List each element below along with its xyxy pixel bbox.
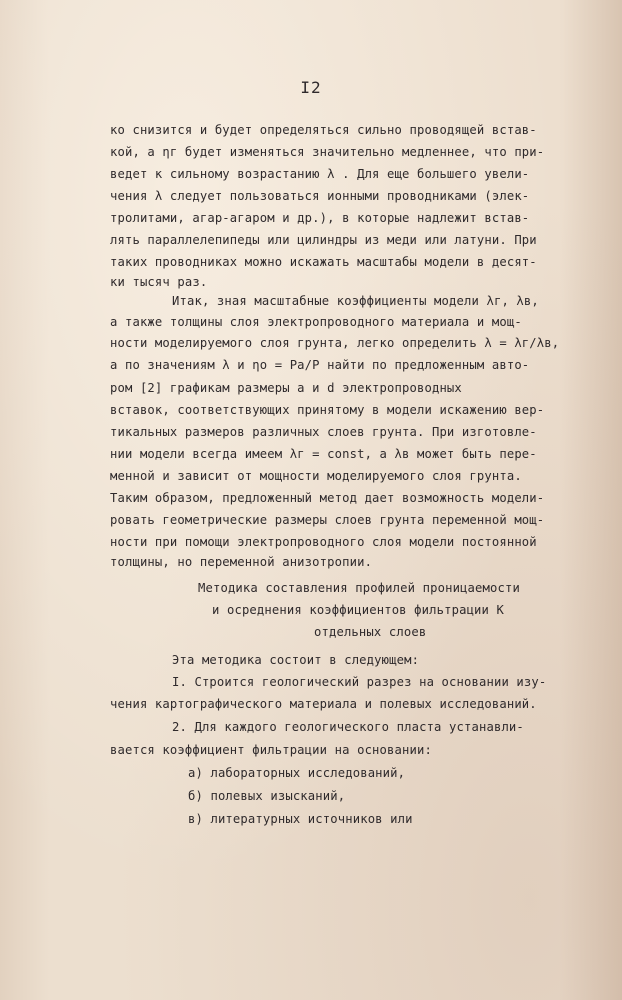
paragraph-3-line: Эта методика состоит в следующем: xyxy=(172,653,420,667)
section-heading-line: и осреднения коэффициентов фильтрации К xyxy=(212,603,505,617)
list-item: I. Строится геологический разрез на основании изу- xyxy=(172,675,547,689)
sub-list-item: б) полевых изысканий, xyxy=(188,789,346,803)
paragraph-2-line: Итак, зная масштабные коэффициенты модели λг, λв, xyxy=(172,294,539,308)
sub-list-item: в) литературных источников или xyxy=(188,812,413,826)
list-item-continuation: чения картографического материала и полевых исследований. xyxy=(110,697,537,711)
paragraph-1-line: ки тысяч раз. xyxy=(110,275,208,289)
paragraph-1-line: ко снизится и будет определяться сильно проводящей встав- xyxy=(110,123,537,137)
sub-list-item: а) лабораторных исследований, xyxy=(188,766,406,780)
paragraph-1-line: лять параллелепипеды или цилиндры из меди или латуни. При xyxy=(110,233,537,247)
paragraph-1-line: чения λ следует пользоваться ионными проводниками (элек- xyxy=(110,189,530,203)
paragraph-2-line: а по значениям λ и ηо = Pa/P найти по предложенным авто- xyxy=(110,358,530,372)
paragraph-2-line: Таким образом, предложенный метод дает возможность модели- xyxy=(110,491,545,505)
list-item: 2. Для каждого геологического пласта устанавли- xyxy=(172,720,524,734)
list-item-continuation: вается коэффициент фильтрации на основании: xyxy=(110,743,432,757)
paragraph-2-line: нии модели всегда имеем λг = const, а λв может быть пере- xyxy=(110,447,537,461)
paragraph-1-line: таких проводниках можно искажать масштабы модели в десят- xyxy=(110,255,537,269)
paragraph-2-line: ности моделируемого слоя грунта, легко определить λ = λг/λв, xyxy=(110,336,560,350)
paragraph-2-line: толщины, но переменной анизотропии. xyxy=(110,555,373,569)
section-heading-line: Методика составления профилей проницаемости xyxy=(198,581,520,595)
paragraph-2-line: ности при помощи электропроводного слоя модели постоянной xyxy=(110,535,537,549)
paragraph-2-line: а также толщины слоя электропроводного материала и мощ- xyxy=(110,315,522,329)
paragraph-2-line: вставок, соответствующих принятому в модели искажению вер- xyxy=(110,403,545,417)
paragraph-2-line: ром [2] графикам размеры a и d электропроводных xyxy=(110,381,462,395)
paragraph-2-line: менной и зависит от мощности моделируемого слоя грунта. xyxy=(110,469,522,483)
paragraph-1-line: ведет к сильному возрастанию λ . Для еще большего увели- xyxy=(110,167,530,181)
paragraph-2-line: тикальных размеров различных слоев грунта. При изготовле- xyxy=(110,425,537,439)
paragraph-1-line: кой, а ηг будет изменяться значительно медленнее, что при- xyxy=(110,145,545,159)
paragraph-2-line: ровать геометрические размеры слоев грунта переменной мощ- xyxy=(110,513,545,527)
page-number: I2 xyxy=(300,78,322,97)
section-heading-line: отдельных слоев xyxy=(314,625,427,639)
paragraph-1-line: тролитами, агар-агаром и др.), в которые надлежит встав- xyxy=(110,211,530,225)
